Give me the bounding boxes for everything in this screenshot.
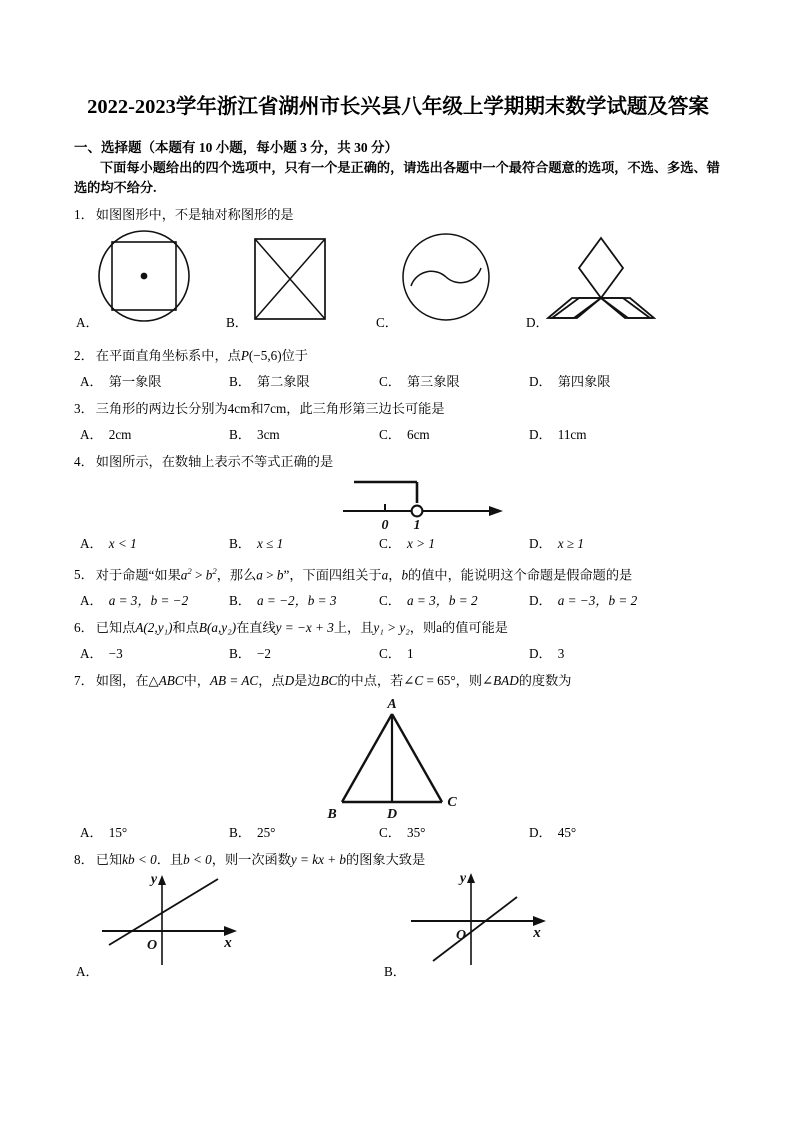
option-label: C．: [379, 536, 401, 551]
question-2-option-c[interactable]: [379, 371, 460, 390]
question-8-number: 8．: [74, 852, 94, 868]
option-math: −3: [108, 646, 123, 662]
q5-quote-open: “如果: [148, 567, 181, 583]
question-1-number: 1．: [74, 207, 94, 222]
svg-text:1: 1: [413, 518, 421, 531]
option-math: a = 3，b = −2: [108, 593, 189, 609]
option-label: D．: [529, 593, 552, 609]
question-2-option-d[interactable]: [529, 371, 610, 390]
option-label: A．: [80, 593, 103, 609]
question-5-stem: 5． 对于命题“如果$a^2 > b^2$，那么a > b”，下面四组关于a，b的值中，能说明这个命题是假命题的是: [74, 566, 633, 583]
q5-a3: a: [381, 567, 389, 583]
q5-a-sq: a: [180, 567, 188, 583]
question-2-options: [74, 371, 722, 391]
question-2-point-p: P: [240, 348, 249, 363]
option-label: A．: [80, 825, 103, 841]
q6-point-a: A: [135, 620, 144, 636]
option-label: B．: [229, 427, 251, 442]
svg-text:y: y: [459, 873, 467, 887]
option-label: A．: [80, 536, 103, 551]
question-5-options: [74, 590, 722, 610]
question-6-stem: [74, 619, 722, 637]
option-math: 25°: [256, 825, 276, 841]
option-math: 1: [406, 646, 414, 662]
q5-quote-close: ”: [283, 567, 290, 583]
option-text: 第三象限: [406, 374, 460, 389]
q7-mid3: 是边: [294, 673, 321, 689]
option-label: D．: [529, 536, 552, 551]
question-1-text: 如图图形中，不是轴对称图形的是: [95, 207, 294, 222]
question-8-stem: [74, 851, 722, 869]
option-text: 3cm: [256, 427, 280, 442]
question-4-stem: [74, 453, 722, 471]
question-7-option-b[interactable]: [229, 822, 275, 841]
q6-line-pre: 在直线: [236, 620, 276, 636]
option-label: A．: [80, 646, 103, 662]
option-label: C．: [379, 646, 401, 662]
svg-text:O: O: [146, 938, 158, 954]
question-4-option-c[interactable]: [379, 533, 435, 552]
question-6-option-c[interactable]: [379, 643, 414, 662]
option-math: 15°: [108, 825, 128, 841]
q8-mid2: ，则一次函数: [211, 852, 291, 868]
figure-isosceles-triangle: [324, 694, 484, 827]
q5-b: b: [276, 567, 284, 583]
question-2-number: 2．: [74, 348, 94, 363]
question-6-options: [74, 643, 722, 663]
question-7-option-d[interactable]: [529, 822, 576, 841]
question-7-option-a[interactable]: [80, 822, 127, 841]
paper-sheet: [74, 0, 722, 985]
q7-side-bc: BC: [320, 673, 338, 689]
question-6-option-d[interactable]: [529, 643, 564, 662]
question-4-option-d[interactable]: [529, 533, 584, 552]
option-text: 2cm: [108, 427, 132, 442]
question-5-option-a[interactable]: [80, 590, 188, 609]
option-math: 35°: [406, 825, 426, 841]
question-8-option-a-label: A．: [76, 964, 99, 980]
question-3-option-c[interactable]: [379, 424, 430, 443]
q6-point-b: B: [198, 620, 207, 636]
figure-three-rhombi: [546, 234, 656, 327]
question-5-option-d[interactable]: [529, 590, 637, 609]
option-text: 11cm: [557, 427, 587, 442]
option-math: x ≤ 1: [256, 536, 284, 551]
figure-number-line: [337, 473, 509, 536]
section-note: 下面每小题给出的四个选项中，只有一个是正确的，请选出各题中一个最符合题意的选项，不选、多选、错选的均不给分.: [74, 160, 720, 195]
question-3-option-a[interactable]: [80, 424, 131, 443]
q6-end: ，则a的值可能是: [409, 620, 508, 636]
q7-angle-bad: BAD: [493, 673, 519, 689]
question-3-stem: [74, 400, 722, 418]
q6-inequality: y₁ > y₂: [373, 620, 410, 636]
question-2-option-a[interactable]: [80, 371, 161, 390]
figure-graph-b: [401, 873, 561, 974]
question-5-number: 5．: [74, 567, 94, 583]
q8-pre: 已知: [95, 852, 123, 868]
q8-mid: ．且: [156, 852, 184, 868]
option-label: D．: [529, 374, 552, 389]
question-1-option-a-label: A．: [76, 315, 99, 330]
q7-end: ，则∠: [455, 673, 494, 689]
q7-angle-value: = 65°: [423, 673, 456, 689]
svg-text:O: O: [455, 928, 467, 944]
q7-point-d: D: [284, 673, 295, 689]
q5-post: ，下面四组关于: [289, 567, 382, 583]
svg-text:A: A: [387, 697, 397, 713]
question-4-options: [74, 533, 722, 553]
option-text: 第一象限: [108, 374, 162, 389]
q5-b3: b: [401, 567, 409, 583]
question-4-option-a[interactable]: [80, 533, 137, 552]
svg-text:y: y: [150, 873, 158, 888]
question-8-option-b-label: B．: [384, 964, 406, 980]
option-math: −2: [256, 646, 272, 662]
svg-text:0: 0: [381, 518, 389, 531]
q6-mid: 和点: [172, 620, 199, 636]
q5-mid: ，那么: [216, 567, 257, 583]
figure-circle-square: [96, 228, 192, 329]
question-7-stem: [74, 672, 722, 690]
figure-graph-a: [92, 873, 252, 974]
question-4-figure: [74, 473, 722, 531]
option-label: D．: [529, 427, 552, 442]
option-text: 第二象限: [256, 374, 310, 389]
section-heading: 一、选择题（本题有 10 小题，每小题 3 分，共 30 分）: [74, 140, 398, 155]
question-1-option-d-label: D．: [526, 315, 549, 330]
question-1-stem: [74, 206, 722, 224]
question-2-text-post: (−5,6)位于: [248, 348, 308, 363]
question-3-text: 三角形的两边长分别为4cm和7cm，此三角形第三边长可能是: [95, 401, 445, 416]
option-math: a = −2，b = 3: [256, 593, 337, 609]
option-label: A．: [80, 374, 103, 389]
q5-b-sq: b: [205, 567, 213, 583]
q5-pre: 对于命题: [95, 567, 149, 583]
question-7-options: [74, 822, 722, 842]
q8-function: y = kx + b: [290, 852, 347, 868]
option-math: x < 1: [108, 536, 137, 551]
question-2-stem: [74, 347, 722, 365]
q7-triangle-abc: ABC: [158, 673, 184, 689]
question-4-number: 4．: [74, 454, 94, 469]
q6-line-post: 上，且: [333, 620, 374, 636]
q7-mid2: ，点: [258, 673, 285, 689]
q7-pre: 如图，在△: [95, 673, 159, 689]
question-7-option-c[interactable]: [379, 822, 425, 841]
question-3-options: [74, 424, 722, 444]
question-1-figures: [74, 228, 722, 338]
q6-point-b-coords: (a,y₂): [206, 620, 237, 636]
question-6-option-a[interactable]: [80, 643, 123, 662]
option-math: a = 3，b = 2: [406, 593, 478, 609]
option-label: B．: [229, 825, 251, 841]
svg-text:x: x: [224, 935, 232, 952]
svg-text:D: D: [386, 807, 398, 823]
question-1-option-c-label: C．: [376, 315, 398, 330]
option-math: a = −3，b = 2: [557, 593, 638, 609]
option-label: C．: [379, 427, 401, 442]
option-label: C．: [379, 374, 401, 389]
option-label: C．: [379, 825, 401, 841]
svg-text:B: B: [327, 807, 337, 823]
option-label: C．: [379, 593, 401, 609]
option-label: B．: [229, 646, 251, 662]
q6-pre: 已知点: [95, 620, 136, 636]
question-3-number: 3．: [74, 401, 94, 416]
svg-text:C: C: [447, 795, 457, 811]
q7-ab-eq-ac: AB = AC: [209, 673, 259, 689]
option-label: B．: [229, 593, 251, 609]
option-label: B．: [229, 374, 251, 389]
question-5-option-b[interactable]: [229, 590, 336, 609]
q7-end2: 的度数为: [518, 673, 572, 689]
question-8-figures: [74, 873, 722, 985]
option-text: 6cm: [406, 427, 430, 442]
q5-end: 的值中，能说明这个命题是假命题的是: [408, 567, 633, 583]
q5-comma: ，: [388, 567, 402, 583]
option-label: D．: [529, 646, 552, 662]
question-7-figure: [74, 694, 722, 822]
option-math: x > 1: [406, 536, 435, 551]
option-math: 3: [557, 646, 565, 662]
q7-mid4: 的中点，若∠: [337, 673, 415, 689]
q8-kb-condition: kb < 0: [122, 852, 157, 868]
q6-line-eq: y = −x + 3: [275, 620, 334, 636]
svg-text:x: x: [533, 925, 541, 942]
option-math: 45°: [557, 825, 577, 841]
option-label: A．: [80, 427, 103, 442]
q5-a: a: [256, 567, 263, 583]
page-title: 2022-2023学年浙江省湖州市长兴县八年级上学期期末数学试题及答案: [87, 96, 709, 118]
question-7-number: 7．: [74, 673, 94, 689]
q8-b-condition: b < 0: [183, 852, 212, 868]
q5-gt2: >: [262, 567, 277, 583]
q7-angle-c: C: [414, 673, 424, 689]
question-2-text-pre: 在平面直角坐标系中，点: [95, 348, 241, 363]
figure-yin-yang-circle: [399, 230, 493, 329]
option-text: 第四象限: [557, 374, 611, 389]
question-3-option-d[interactable]: [529, 424, 587, 443]
question-6-option-b[interactable]: [229, 643, 271, 662]
question-1-option-b-label: B．: [226, 315, 248, 330]
question-4-option-b[interactable]: [229, 533, 283, 552]
figure-rectangle-diagonals: [251, 236, 329, 327]
q5-gt1: >: [191, 567, 206, 583]
q6-point-a-coords: (2,y₁): [143, 620, 173, 636]
question-6-number: 6．: [74, 620, 94, 636]
question-2-option-b[interactable]: [229, 371, 310, 390]
question-4-text: 如图所示，在数轴上表示不等式正确的是: [95, 454, 334, 469]
option-label: B．: [229, 536, 251, 551]
question-5-option-c[interactable]: [379, 590, 478, 609]
option-label: D．: [529, 825, 552, 841]
question-3-option-b[interactable]: [229, 424, 280, 443]
option-math: x ≥ 1: [557, 536, 584, 551]
q8-end: 的图象大致是: [346, 852, 426, 868]
q7-mid1: 中，: [183, 673, 210, 689]
